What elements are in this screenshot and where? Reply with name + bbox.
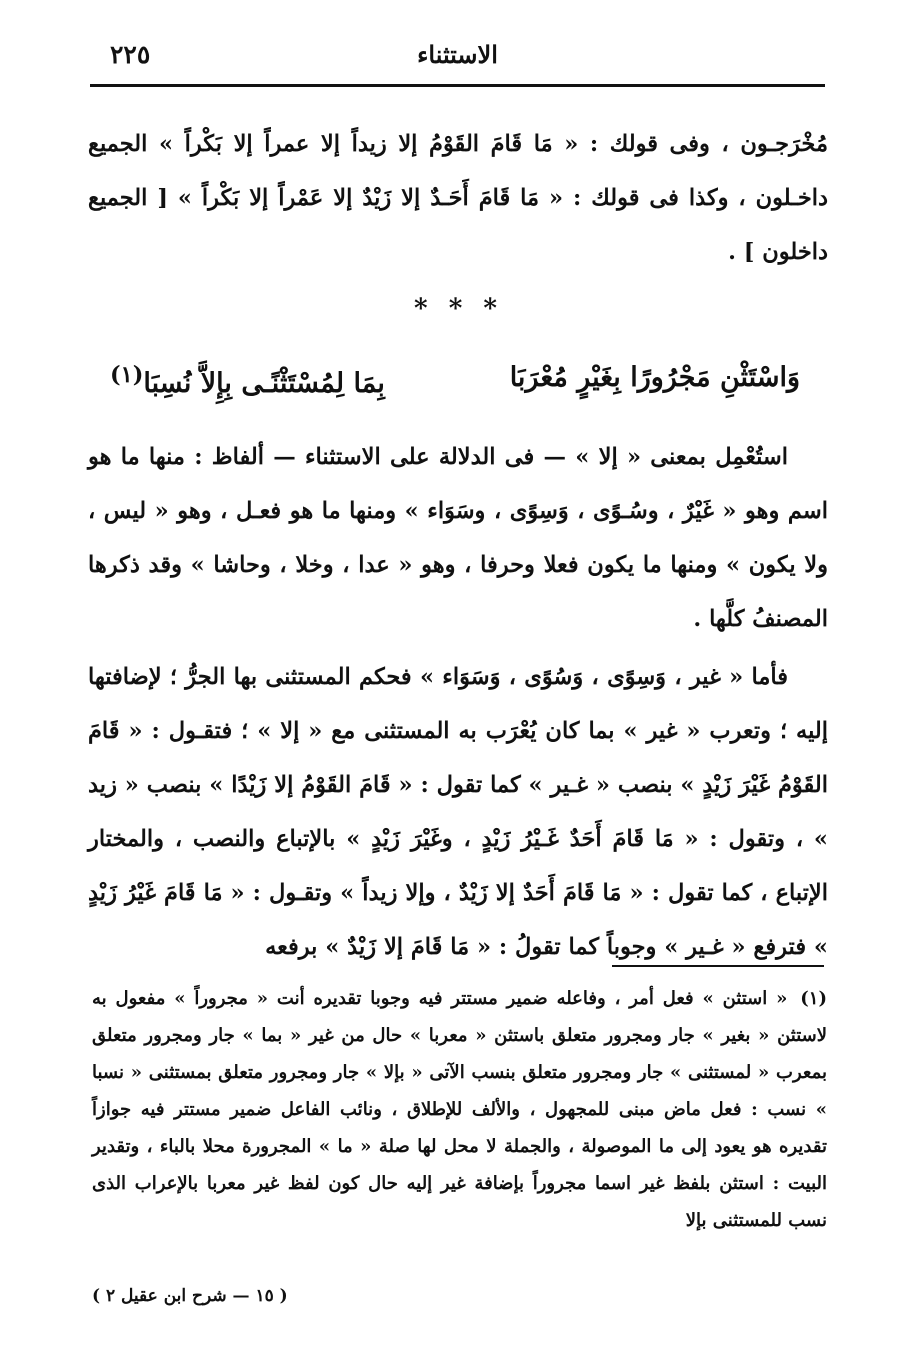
- page-number: ٢٢٥: [110, 40, 151, 69]
- footnote-reference[interactable]: (١): [110, 362, 144, 388]
- running-title: الاستثناء: [417, 40, 498, 69]
- paragraph-continued: مُخْرَجـون ، وفى قولك : « مَا قَامَ القَوْمُ إلا زيداً إلا عمراً إلا بَكْراً » الجميع داخـلون ، وكذا فى قولك : « مَا قَامَ أَحَـدٌ إلا زَيْدٌ إلا عَمْراً إلا بَكْراً » [ الجميع داخلون ] .: [88, 131, 828, 265]
- footnote-mark: (١): [800, 988, 827, 1009]
- paragraph-commentary-1: استُعْمِل بمعنى « إلا » — فى الدلالة على الاستثناء — ألفاظ : منها ما هو اسم وهو « غَيْرٌ ، وسُـوًى ، وَسِوًى ، وسَوَاء » ومنها ما هو فعـل ، وهو « ليس ، ولا يكون » ومنها ما يكون فعلا وحرفا ، وهو « عدا ، وخلا ، وحاشا » وقد ذكرها المصنفُ كلَّها .: [88, 444, 828, 632]
- verse-second-hemistich: بِمَا لِمُسْتَثْنًـى بِإِلاَّ نُسِبَا$^{(١)}$: [110, 362, 385, 399]
- footnote-rule: [612, 965, 824, 967]
- running-header: [90, 38, 825, 78]
- footnote-text: « استثن » فعل أمر ، وفاعله ضمير مستتر فيه وجوبا تقديره أنت « مجروراً » مفعول به لاستثن « بغير » جار ومجرور متعلق باستثن « معربا » حال من غير « بما » جار ومجرور متعلق بمعرب « لمستثنى » جار ومجرور متعلق بنسب الآتى « بإلا » جار ومجرور متعلق بمستثنى « نسبا » نسب : فعل ماض مبنى للمجهول ، والألف للإطلاق ، ونائب الفاعل ضمير مستتر فيه جوازاً تقديره هو يعود إلى ما الموصولة ، والجملة لا محل لها صلة « ما » المجرورة محلا بالباء ، وتقدير البيت : استثن بلفظ غير اسما مجروراً بإضافة غير إليه حال كون لفظ غير معربا بالإعراب الذى نسب للمستثنى بإلا: [92, 988, 827, 1231]
- section-separator: * * *: [414, 294, 503, 324]
- paragraph-commentary-2: فأما « غير ، وَسِوًى ، وَسُوًى ، وَسَوَاء » فحكم المستثنى بها الجرُّ ؛ لإضافتها إليه ؛ وتعرب « غير » بما كان يُعْرَب به المستثنى مع « إلا » ؛ فتقـول : « قَامَ القَوْمُ غَيْرَ زَيْدٍ » بنصب « غـير » كما تقول : « قَامَ القَوْمُ إلا زَيْدًا » بنصب « زيد » ، وتقول : « مَا قَامَ أَحَدٌ غَـيْرُ زَيْدٍ ، وغَيْرَ زَيْدٍ » بالإتباع والنصب ، والمختار الإتباع ، كما تقول : « مَا قَامَ أَحَدٌ إلا زَيْدٌ ، وإلا زيداً » وتقـول : « مَا قَامَ غَيْرُ زَيْدٍ » فترفع « غـير » وجوباً كما تقولُ : « مَا قَامَ إلا زَيْدٌ » برفعه: [88, 664, 828, 960]
- footnote: [92, 980, 827, 1239]
- signature-line: ( ١٥ — شرح ابن عقيل ٢ ): [92, 1286, 288, 1306]
- verse-first-hemistich: وَاسْتَثْنِ مَجْرُورًا بِغَيْرٍ مُعْرَبَا: [509, 362, 800, 393]
- poem-verse: [110, 362, 800, 422]
- header-rule: [90, 84, 825, 87]
